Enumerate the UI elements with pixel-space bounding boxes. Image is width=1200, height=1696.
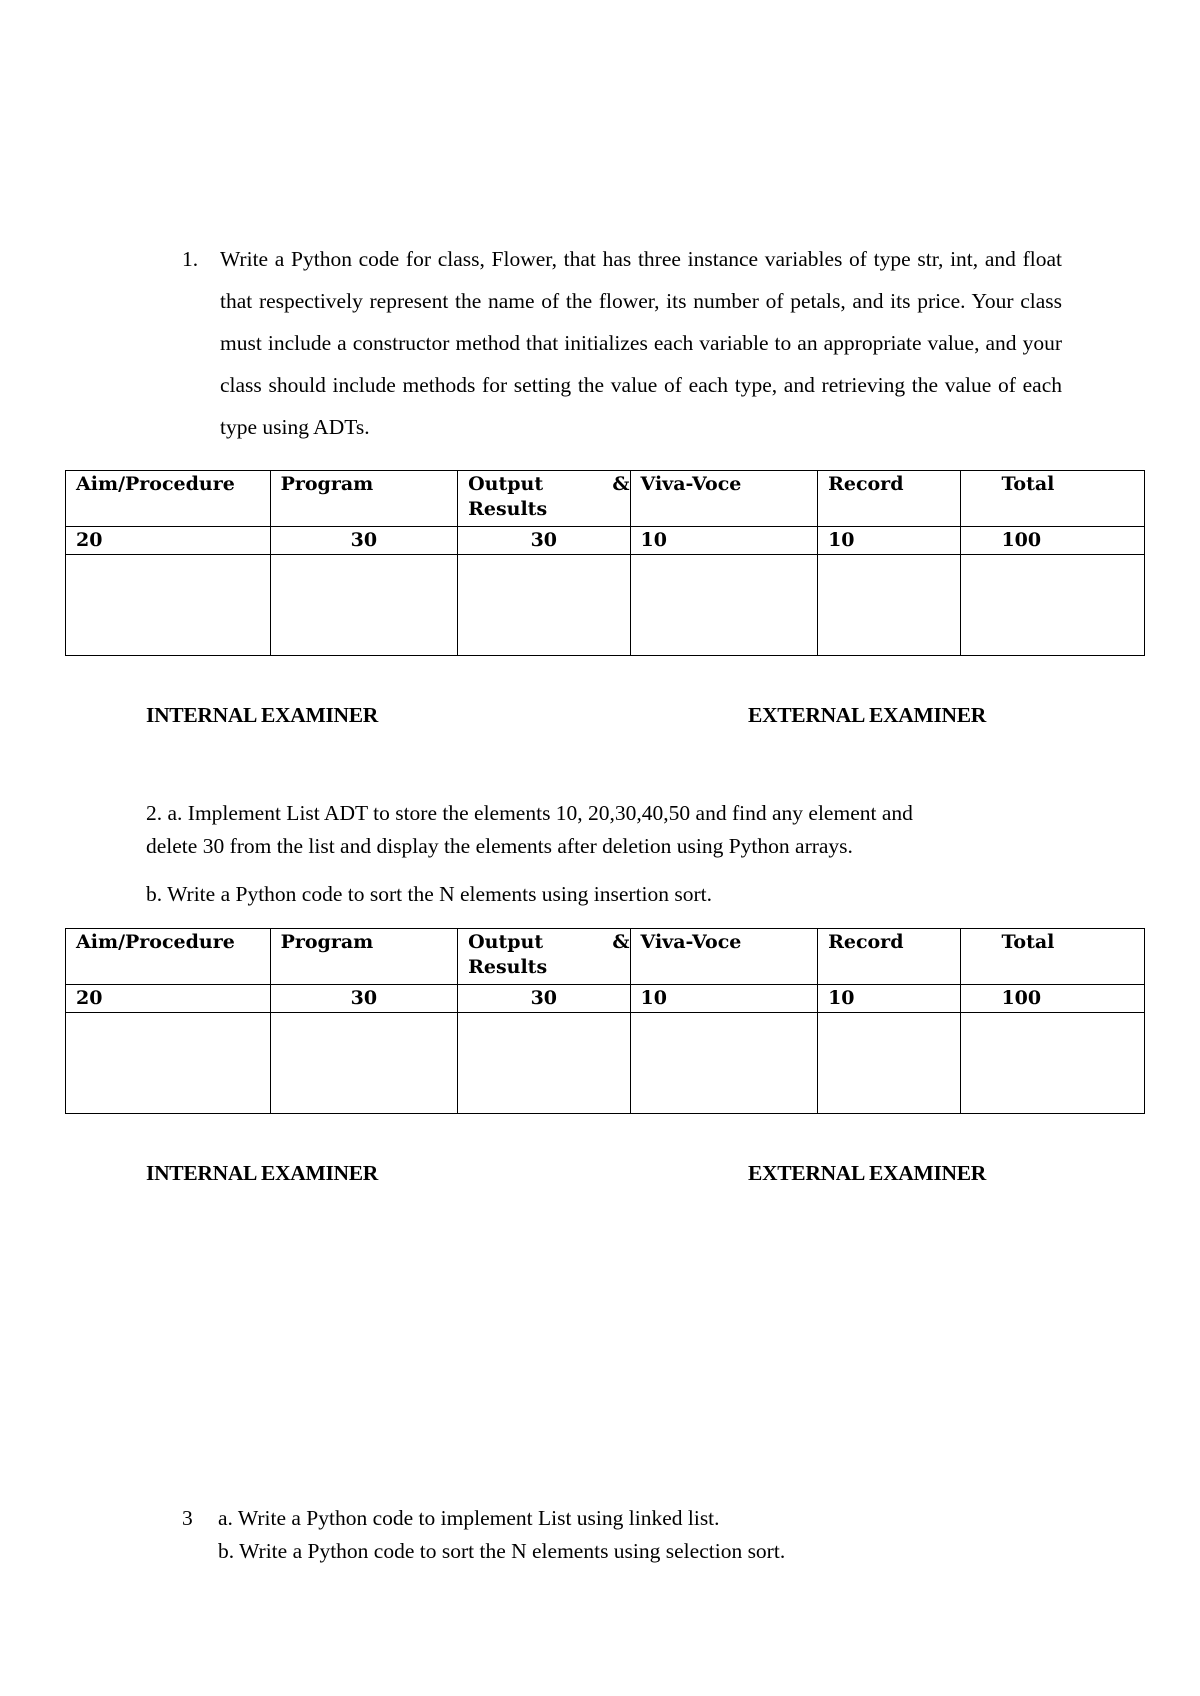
header-ampersand: & bbox=[612, 931, 630, 953]
value-total: 100 bbox=[961, 985, 1145, 1013]
value-output: 30 bbox=[458, 985, 630, 1013]
marks-table-score-row bbox=[66, 1013, 1145, 1114]
score-cell-total[interactable] bbox=[961, 1013, 1145, 1114]
value-record: 10 bbox=[818, 985, 961, 1013]
marks-table-header-row bbox=[66, 929, 1145, 985]
header-aim-procedure: Aim/Procedure bbox=[66, 471, 271, 527]
external-examiner-2: EXTERNAL EXAMINER bbox=[748, 1161, 987, 1185]
header-viva-voce: Viva-Voce bbox=[630, 929, 818, 985]
value-total: 100 bbox=[961, 527, 1145, 555]
external-examiner-1: EXTERNAL EXAMINER bbox=[748, 703, 987, 727]
header-record: Record bbox=[818, 471, 961, 527]
question-3 bbox=[182, 1502, 785, 1568]
question-2a-line-2: delete 30 from the list and display the elements after deletion using Python arrays. bbox=[146, 834, 853, 858]
value-aim-procedure: 20 bbox=[66, 527, 271, 555]
score-cell-program[interactable] bbox=[270, 555, 458, 656]
score-cell-aim[interactable] bbox=[66, 555, 271, 656]
marks-table-score-row bbox=[66, 555, 1145, 656]
marks-table-values-row bbox=[66, 985, 1145, 1013]
score-cell-program[interactable] bbox=[270, 1013, 458, 1114]
question-3a: a. Write a Python code to implement List using linked list. bbox=[218, 1506, 720, 1530]
header-output-results bbox=[458, 471, 630, 527]
question-2a bbox=[146, 797, 913, 863]
score-cell-total[interactable] bbox=[961, 555, 1145, 656]
header-results-label: Results bbox=[468, 956, 548, 978]
header-total: Total bbox=[961, 471, 1145, 527]
question-3-number: 3 bbox=[182, 1506, 193, 1530]
header-viva-voce: Viva-Voce bbox=[630, 471, 818, 527]
score-cell-viva[interactable] bbox=[630, 1013, 818, 1114]
question-2b: b. Write a Python code to sort the N elements using insertion sort. bbox=[146, 882, 713, 906]
marks-table-values-row bbox=[66, 527, 1145, 555]
question-2a-line-1: 2. a. Implement List ADT to store the elements 10, 20,30,40,50 and find any element and bbox=[146, 801, 913, 825]
question-1-text: Write a Python code for class, Flower, that has three instance variables of type str, int, and float that respectively represent the name of the flower, its number of petals, and its price. Your class must include a constructor method that initializes each variable to an appropriate value, and your class should include methods for setting the value of each type, and retrieving the value of each type using ADTs. bbox=[220, 247, 1062, 439]
value-record: 10 bbox=[818, 527, 961, 555]
score-cell-aim[interactable] bbox=[66, 1013, 271, 1114]
header-results-label: Results bbox=[468, 498, 548, 520]
score-cell-output[interactable] bbox=[458, 1013, 630, 1114]
header-ampersand: & bbox=[612, 473, 630, 495]
question-3b: b. Write a Python code to sort the N elements using selection sort. bbox=[218, 1539, 786, 1563]
marks-table-2 bbox=[65, 928, 1145, 1114]
header-program: Program bbox=[270, 471, 458, 527]
question-1 bbox=[182, 238, 1062, 448]
value-viva-voce: 10 bbox=[630, 985, 818, 1013]
header-record: Record bbox=[818, 929, 961, 985]
question-1-number: 1. bbox=[182, 247, 199, 271]
internal-examiner-2: INTERNAL EXAMINER bbox=[146, 1161, 379, 1185]
header-output-label: Output bbox=[468, 931, 544, 953]
value-program: 30 bbox=[270, 527, 458, 555]
value-viva-voce: 10 bbox=[630, 527, 818, 555]
score-cell-output[interactable] bbox=[458, 555, 630, 656]
value-aim-procedure: 20 bbox=[66, 985, 271, 1013]
header-output-results bbox=[458, 929, 630, 985]
marks-table-1 bbox=[65, 470, 1145, 656]
score-cell-record[interactable] bbox=[818, 555, 961, 656]
internal-examiner-1: INTERNAL EXAMINER bbox=[146, 703, 379, 727]
marks-table-header-row bbox=[66, 471, 1145, 527]
score-cell-viva[interactable] bbox=[630, 555, 818, 656]
header-total: Total bbox=[961, 929, 1145, 985]
header-aim-procedure: Aim/Procedure bbox=[66, 929, 271, 985]
score-cell-record[interactable] bbox=[818, 1013, 961, 1114]
header-program: Program bbox=[270, 929, 458, 985]
value-program: 30 bbox=[270, 985, 458, 1013]
header-output-label: Output bbox=[468, 473, 544, 495]
value-output: 30 bbox=[458, 527, 630, 555]
